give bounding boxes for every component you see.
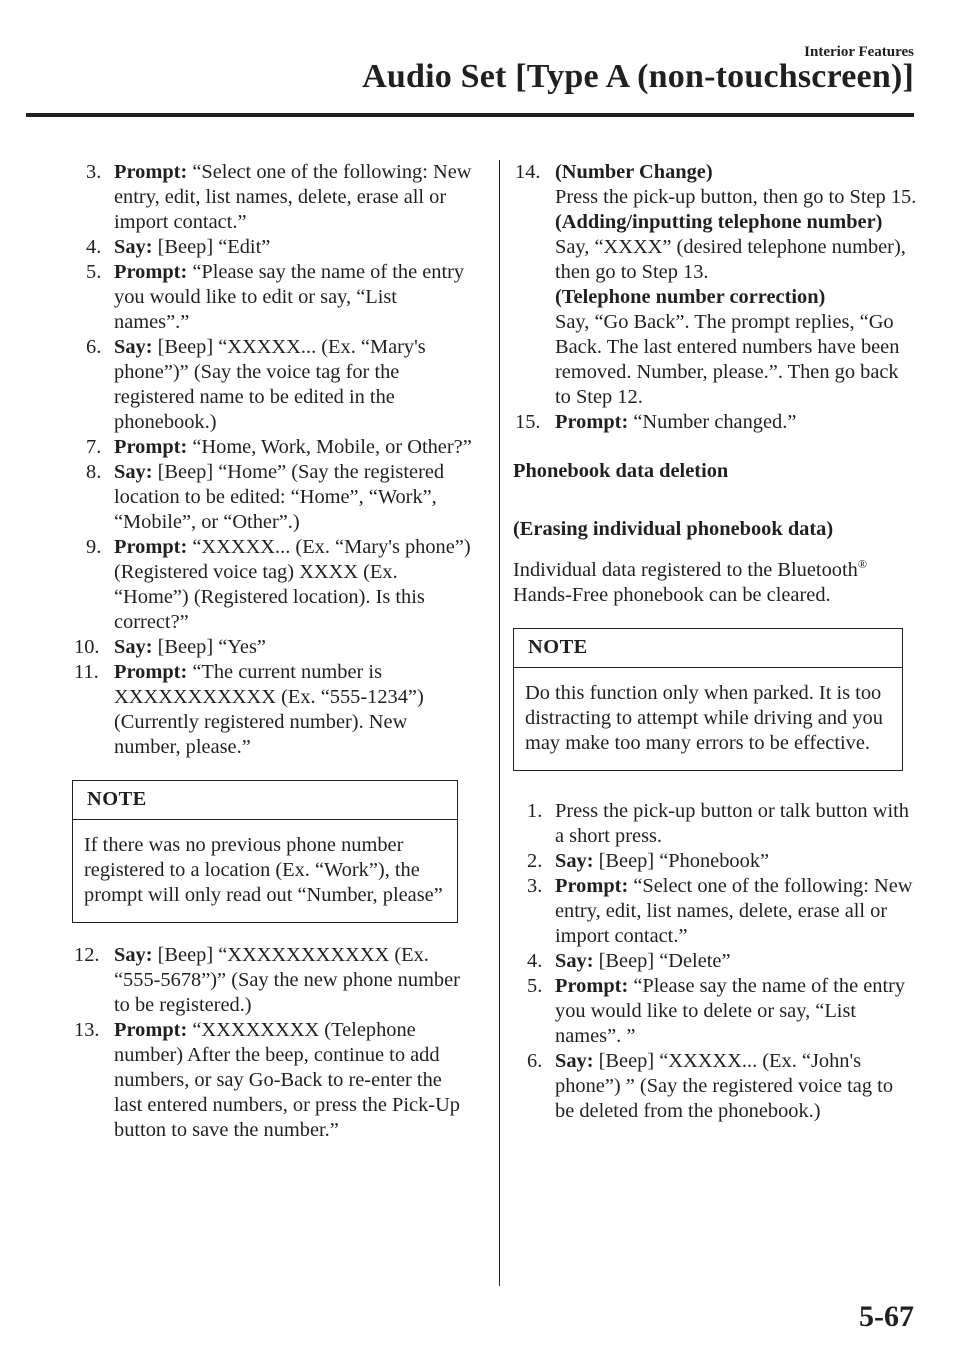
step-number: 8. xyxy=(86,461,102,483)
step-5 xyxy=(527,974,917,1049)
step-number: 6. xyxy=(86,336,102,358)
step-text: [Beep] “Yes” xyxy=(152,636,266,658)
step-label: Say: xyxy=(114,944,153,966)
step-15 xyxy=(515,410,917,435)
step-label: Say: xyxy=(114,236,153,258)
step-label: Say: xyxy=(114,636,153,658)
step-label: Say: xyxy=(114,336,153,358)
step-4 xyxy=(527,949,917,974)
page-number: 5-67 xyxy=(859,1300,914,1333)
step-2 xyxy=(527,849,917,874)
note-box xyxy=(72,780,458,923)
step-label: Prompt: xyxy=(114,436,188,458)
page-title: Audio Set [Type A (non-touchscreen)] xyxy=(362,58,914,95)
step-number: 13. xyxy=(74,1019,100,1041)
step-text: Press the pick-up button or talk button with a short press. xyxy=(555,800,909,847)
option-text: Say, “XXXX” (desired telephone number), then go to Step 13. xyxy=(555,236,906,283)
step-list-right-b xyxy=(527,799,917,1124)
step-12 xyxy=(74,943,472,1018)
note-heading: NOTE xyxy=(73,781,457,820)
right-column xyxy=(513,160,917,1124)
step-text: [Beep] “XXXXX... (Ex. “Mary's phone”)” (Say the voice tag for the registered name to be edited in the phonebook.) xyxy=(114,336,426,433)
step-number: 6. xyxy=(527,1050,543,1072)
step-text: “XXXXX... (Ex. “Mary's phone”) (Registered voice tag) XXXX (Ex. “Home”) (Registered location). Is this correct?” xyxy=(114,536,471,633)
step-list-right-a xyxy=(515,160,917,435)
intro-text: Hands-Free phonebook can be cleared. xyxy=(513,584,831,606)
step-number: 15. xyxy=(515,411,541,433)
option-heading-number-change: (Number Change) xyxy=(555,161,713,183)
step-5 xyxy=(86,260,472,335)
step-text: [Beep] “XXXXXXXXXXX (Ex. “555-5678”)” (Say the new phone number to be registered.) xyxy=(114,944,460,1016)
step-6 xyxy=(527,1049,917,1124)
column-divider xyxy=(499,160,500,1286)
step-number: 11. xyxy=(74,661,99,683)
option-heading-number-correction: (Telephone number correction) xyxy=(555,286,826,308)
registered-mark: ® xyxy=(857,557,867,572)
step-text: “Number changed.” xyxy=(628,411,797,433)
step-text: “The current number is XXXXXXXXXXX (Ex. “555-1234”) (Currently registered number). New number, please.” xyxy=(114,661,424,758)
step-text: “Please say the name of the entry you would like to delete or say, “List names”. ” xyxy=(555,975,906,1047)
step-number: 4. xyxy=(86,236,102,258)
section-label: Interior Features xyxy=(804,44,914,60)
subsection-heading: (Erasing individual phonebook data) xyxy=(513,518,834,540)
step-list-left-a xyxy=(74,160,472,760)
step-number: 5. xyxy=(527,975,543,997)
step-text: “Select one of the following: New entry, edit, list names, delete, erase all or import contact.” xyxy=(114,161,472,233)
title-rule xyxy=(26,113,914,117)
step-text: “XXXXXXXX (Telephone number) After the beep, continue to add numbers, or say Go-Back to re-enter the last entered numbers, or press the Pick-Up button to save the number.” xyxy=(114,1019,460,1141)
step-label: Say: xyxy=(555,950,594,972)
step-label: Say: xyxy=(114,461,153,483)
step-label: Prompt: xyxy=(114,261,188,283)
step-text: “Please say the name of the entry you would like to edit or say, “List names”.” xyxy=(114,261,465,333)
note-body: If there was no previous phone number registered to a location (Ex. “Work”), the prompt will only read out “Number, please” xyxy=(84,834,443,906)
step-number: 14. xyxy=(515,161,541,183)
step-number: 4. xyxy=(527,950,543,972)
step-list-left-b xyxy=(74,943,472,1143)
left-column xyxy=(74,160,472,1143)
step-label: Prompt: xyxy=(114,161,188,183)
step-text: “Select one of the following: New entry, edit, list names, delete, erase all or import contact.” xyxy=(555,875,913,947)
step-3 xyxy=(527,874,917,949)
note-body: Do this function only when parked. It is too distracting to attempt while driving and you may make too many errors to be effective. xyxy=(525,682,883,754)
step-number: 9. xyxy=(86,536,102,558)
step-text: “Home, Work, Mobile, or Other?” xyxy=(187,436,472,458)
step-4 xyxy=(86,235,472,260)
section-heading: Phonebook data deletion xyxy=(513,460,729,482)
step-number: 3. xyxy=(86,161,102,183)
step-number: 2. xyxy=(527,850,543,872)
step-label: Prompt: xyxy=(555,975,629,997)
step-text: [Beep] “XXXXX... (Ex. “John's phone”) ” (Say the registered voice tag to be deleted from the phonebook.) xyxy=(555,1050,894,1122)
step-9 xyxy=(86,535,472,635)
option-heading-adding-number: (Adding/inputting telephone number) xyxy=(555,211,883,233)
step-11 xyxy=(74,660,472,760)
step-text: [Beep] “Edit” xyxy=(152,236,271,258)
step-text: [Beep] “Home” (Say the registered location to be edited: “Home”, “Work”, “Mobile”, or “Other”.) xyxy=(114,461,445,533)
step-7 xyxy=(86,435,472,460)
step-label: Prompt: xyxy=(555,411,629,433)
note-heading: NOTE xyxy=(514,629,902,668)
step-number: 1. xyxy=(527,800,543,822)
step-1 xyxy=(527,799,917,849)
step-number: 12. xyxy=(74,944,100,966)
step-text: [Beep] “Delete” xyxy=(593,950,731,972)
step-number: 3. xyxy=(527,875,543,897)
step-13 xyxy=(74,1018,472,1143)
intro-text: Individual data registered to the Bluetooth xyxy=(513,559,858,581)
step-label: Prompt: xyxy=(114,1019,188,1041)
step-label: Say: xyxy=(555,1050,594,1072)
step-6 xyxy=(86,335,472,435)
step-label: Say: xyxy=(555,850,594,872)
intro-paragraph xyxy=(513,558,917,608)
step-label: Prompt: xyxy=(114,661,188,683)
step-14 xyxy=(515,160,917,410)
note-box xyxy=(513,628,903,771)
step-number: 7. xyxy=(86,436,102,458)
option-text: Press the pick-up button, then go to Step 15. xyxy=(555,186,917,208)
step-number: 10. xyxy=(74,636,100,658)
step-8 xyxy=(86,460,472,535)
step-label: Prompt: xyxy=(114,536,188,558)
step-label: Prompt: xyxy=(555,875,629,897)
step-10 xyxy=(74,635,472,660)
step-text: [Beep] “Phonebook” xyxy=(593,850,770,872)
step-number: 5. xyxy=(86,261,102,283)
option-text: Say, “Go Back”. The prompt replies, “Go Back. The last entered numbers have been removed. Number, please.”. Then go back to Step 12. xyxy=(555,311,900,408)
step-3 xyxy=(86,160,472,235)
